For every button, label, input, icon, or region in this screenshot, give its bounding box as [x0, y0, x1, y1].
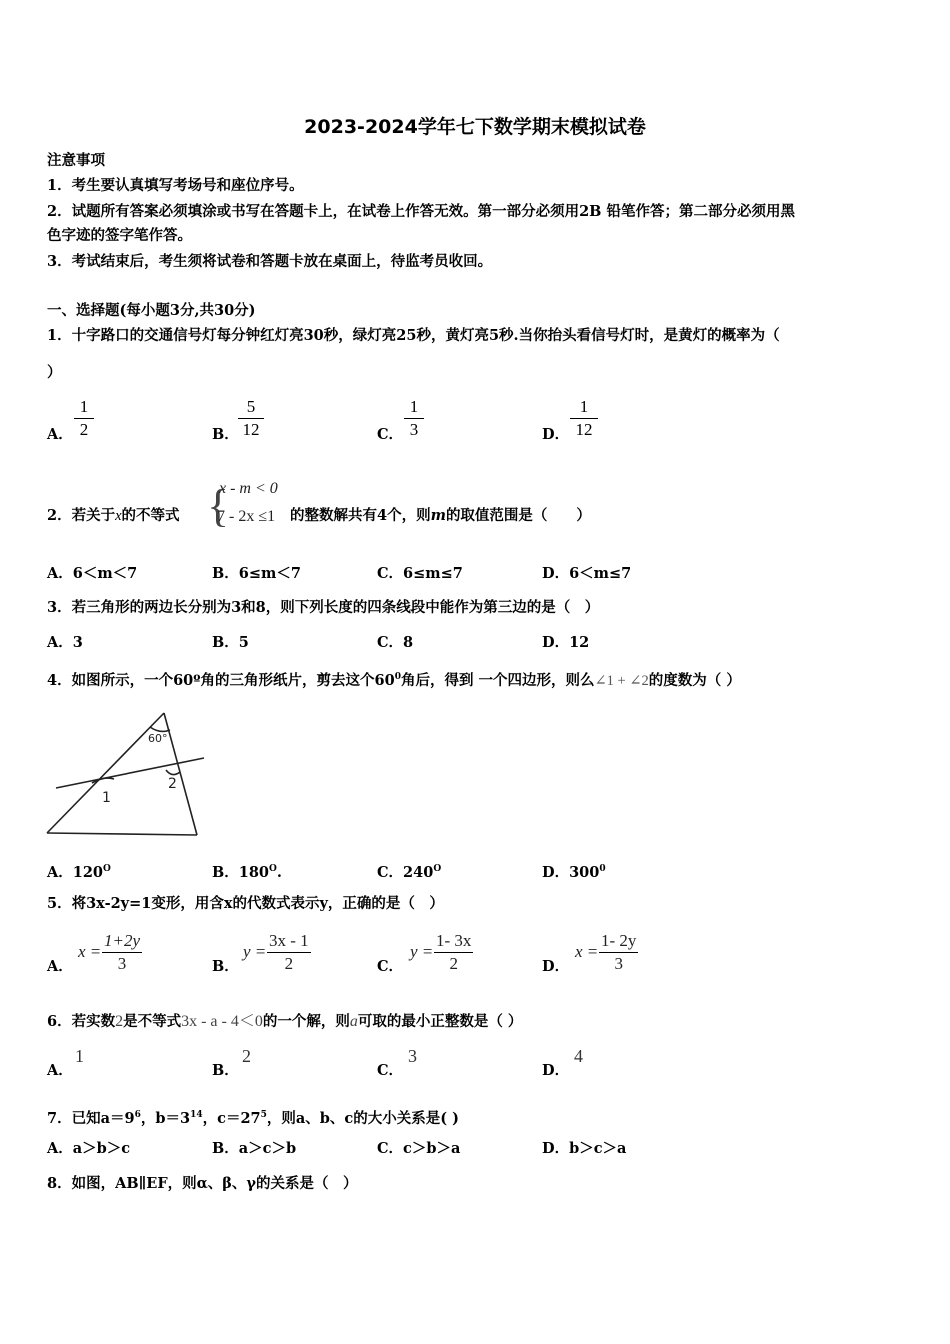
- q4-option-a-sup: O: [103, 864, 111, 874]
- q3-option-a: A．3: [47, 634, 83, 651]
- q7-text: [47, 1105, 459, 1129]
- q7-sup3: 5: [260, 1110, 267, 1120]
- q2-option-a: A．6＜m＜7: [47, 565, 138, 582]
- q4-option-d-sup: 0: [599, 864, 606, 874]
- q1-option-c-den: 3: [404, 418, 424, 441]
- notice-item-2-cont: 色字迹的签字笔作答。: [47, 227, 192, 244]
- q4-option-b-main: B．180: [212, 863, 270, 881]
- q5-option-d-num: 1- 2y: [601, 931, 637, 950]
- q8-text: 8．如图，AB∥EF，则α、β、γ的关系是（ ）: [47, 1175, 358, 1192]
- q4-option-b-sup: O: [269, 864, 277, 874]
- q7-option-c: C．c＞b＞a: [377, 1140, 461, 1157]
- q5-option-d-expr: [575, 930, 655, 976]
- q6-option-b-value: 2: [242, 1046, 251, 1066]
- q5-option-b-den: 2: [267, 952, 311, 975]
- q5-option-a-den: 3: [102, 952, 142, 975]
- q3-option-d: D．12: [542, 634, 590, 651]
- q6-text: [47, 1012, 522, 1032]
- q1-option-b-den: 12: [238, 418, 264, 441]
- q4-option-b: [212, 859, 282, 883]
- section-heading: 一、选择题(每小题3分,共30分): [47, 302, 256, 319]
- q4-text-c: 的度数为（ ）: [648, 671, 741, 689]
- triangle-left-side: [47, 713, 164, 833]
- q2-mid2: 的整数解共有4个，则: [290, 507, 431, 524]
- angle-60-arc: [150, 727, 170, 731]
- q1-option-c-num: 1: [409, 397, 419, 416]
- q5-text: 5．将3x-2y=1变形，用含x的代数式表示y，正确的是（ ）: [47, 895, 444, 912]
- q5-option-d-label: D．: [542, 958, 570, 975]
- q1-option-a-den: 2: [74, 418, 94, 441]
- q6-var-a: a: [349, 1013, 358, 1030]
- q2-option-c: C．6≤m≤7: [377, 565, 463, 582]
- q1-option-d-den: 12: [570, 418, 598, 441]
- q5-option-d-den: 3: [599, 952, 638, 975]
- q6-option-c-label: C．: [377, 1062, 404, 1079]
- cut-line: [56, 758, 204, 788]
- q5-option-c-num: 1- 3x: [436, 931, 472, 950]
- q5-option-a-expr: [78, 930, 158, 976]
- q2-suffix: 的取值范围是（ ）: [445, 507, 591, 524]
- q4-text-b: 角后，得到 一个四边形，则么: [400, 671, 595, 689]
- q1-text-cont: ）: [47, 364, 62, 381]
- q4-option-c-main: C．240: [377, 863, 434, 881]
- q2-ineq-1: x - m < 0: [219, 480, 278, 497]
- q7-text-a: 7．已知a＝9: [47, 1109, 135, 1127]
- q4-sup: 0: [394, 672, 401, 682]
- q2-brace: {: [207, 480, 230, 531]
- q5-option-d-lhs: x =: [575, 942, 599, 961]
- q1-option-b-label: B．: [212, 426, 239, 443]
- notice-item-2: 2．试题所有答案必须填涂或书写在答题卡上，在试卷上作答无效。第一部分必须用2B 铅笔作答；第二部分必须用黑: [47, 203, 795, 220]
- notice-item-3: 3．考试结束后，考生须将试卷和答题卡放在桌面上，待监考员收回。: [47, 253, 493, 270]
- q1-option-d-num: 1: [579, 397, 589, 416]
- q6-mid2: 的一个解，则: [262, 1013, 350, 1030]
- q3-option-c: C．8: [377, 634, 414, 651]
- q5-option-b-lhs: y =: [243, 942, 267, 961]
- q7-text-c: ，c＝27: [202, 1109, 261, 1127]
- q1-option-a-label: A．: [47, 426, 73, 443]
- q1-option-d-fraction: [570, 396, 598, 441]
- q6-mid: 是不等式: [123, 1013, 182, 1030]
- q4-option-a-main: A．120: [47, 863, 104, 881]
- angle-1-arc: [92, 778, 114, 783]
- q6-prefix: 6．若实数: [47, 1013, 116, 1030]
- q6-option-d-value: 4: [574, 1046, 583, 1066]
- q4-figure-label-2: 2: [168, 776, 177, 792]
- q2-prefix: 2．若关于: [47, 507, 116, 524]
- q6-option-b-label: B．: [212, 1062, 239, 1079]
- notice-item-1: 1．考生要认真填写考场号和座位序号。: [47, 177, 304, 194]
- q4-option-d-main: D．300: [542, 863, 600, 881]
- page-title: 2023-2024学年七下数学期末模拟试卷: [304, 116, 646, 138]
- q7-text-d: ，则a、b、c的大小关系是( ): [266, 1109, 460, 1127]
- q1-option-a-fraction: [74, 396, 94, 441]
- q5-option-c-label: C．: [377, 958, 404, 975]
- q1-option-c-fraction: [404, 396, 424, 441]
- q4-text-a: 4．如图所示，一个60º角的三角形纸片，剪去这个60: [47, 671, 395, 689]
- q4-option-d: [542, 859, 606, 883]
- q2-ineq-2: 7 - 2x ≤1: [217, 508, 276, 525]
- q6-option-c-value: 3: [408, 1046, 417, 1066]
- q2-option-d: D．6＜m≤7: [542, 565, 632, 582]
- q5-option-c-lhs: y =: [410, 942, 434, 961]
- q2-option-b: B．6≤m＜7: [212, 565, 301, 582]
- q7-option-d: D．b＞c＞a: [542, 1140, 627, 1157]
- q4-figure-label-1: 1: [102, 790, 111, 806]
- q7-sup2: 14: [190, 1110, 203, 1120]
- q4-figure: [42, 708, 212, 840]
- q6-option-d-label: D．: [542, 1062, 570, 1079]
- q3-option-b: B．5: [212, 634, 249, 651]
- q5-option-a-num: 1+2y: [104, 931, 141, 950]
- q1-option-b-fraction: [238, 396, 264, 441]
- q4-option-b-tail: .: [276, 863, 282, 881]
- q7-text-b: ，b＝3: [140, 1109, 191, 1127]
- q4-option-c: [377, 859, 441, 883]
- q2-mid1: 的不等式: [121, 507, 180, 524]
- q4-figure-label-60: 60°: [148, 732, 168, 745]
- triangle-base: [47, 833, 197, 835]
- q5-option-c-expr: [410, 930, 490, 976]
- q6-suffix: 可取的最小正整数是（ ）: [357, 1013, 523, 1030]
- q7-option-b: B．a＞c＞b: [212, 1140, 297, 1157]
- notice-heading: 注意事项: [47, 152, 105, 169]
- q3-text: 3．若三角形的两边长分别为3和8，则下列长度的四条线段中能作为第三边的是（ ）: [47, 599, 600, 616]
- q5-option-a-label: A．: [47, 958, 73, 975]
- q5-option-a-lhs: x =: [78, 942, 102, 961]
- q4-text: [47, 667, 741, 691]
- q5-option-b-expr: [243, 930, 323, 976]
- angle-2-arc: [166, 770, 180, 775]
- q1-option-b-num: 5: [246, 397, 256, 416]
- q6-ineq: 3x - a - 4＜0: [181, 1013, 263, 1030]
- q1-option-a-num: 1: [79, 397, 89, 416]
- q1-option-d-label: D．: [542, 426, 570, 443]
- q2-inequality-system: [205, 480, 295, 536]
- q4-angle-expr: ∠1 + ∠2: [594, 672, 649, 689]
- q5-option-b-num: 3x - 1: [269, 931, 309, 950]
- q7-option-a: A．a＞b＞c: [47, 1140, 131, 1157]
- q2-var-m: m: [430, 507, 446, 524]
- q2-text-tail: [290, 506, 591, 526]
- q2-var-x: x: [115, 508, 122, 524]
- q7-sup1: 6: [134, 1110, 141, 1120]
- q4-option-c-sup: O: [433, 864, 442, 874]
- q6-option-a-value: 1: [75, 1046, 84, 1066]
- q1-option-c-label: C．: [377, 426, 404, 443]
- q5-option-b-label: B．: [212, 958, 239, 975]
- q1-text: 1．十字路口的交通信号灯每分钟红灯亮30秒，绿灯亮25秒，黄灯亮5秒.当你抬头看信号灯时，是黄灯的概率为（: [47, 327, 780, 344]
- q6-option-a-label: A．: [47, 1062, 73, 1079]
- q5-option-c-den: 2: [434, 952, 473, 975]
- q2-text: [47, 506, 180, 526]
- q6-num2: 2: [115, 1013, 124, 1030]
- q4-option-a: [47, 859, 111, 883]
